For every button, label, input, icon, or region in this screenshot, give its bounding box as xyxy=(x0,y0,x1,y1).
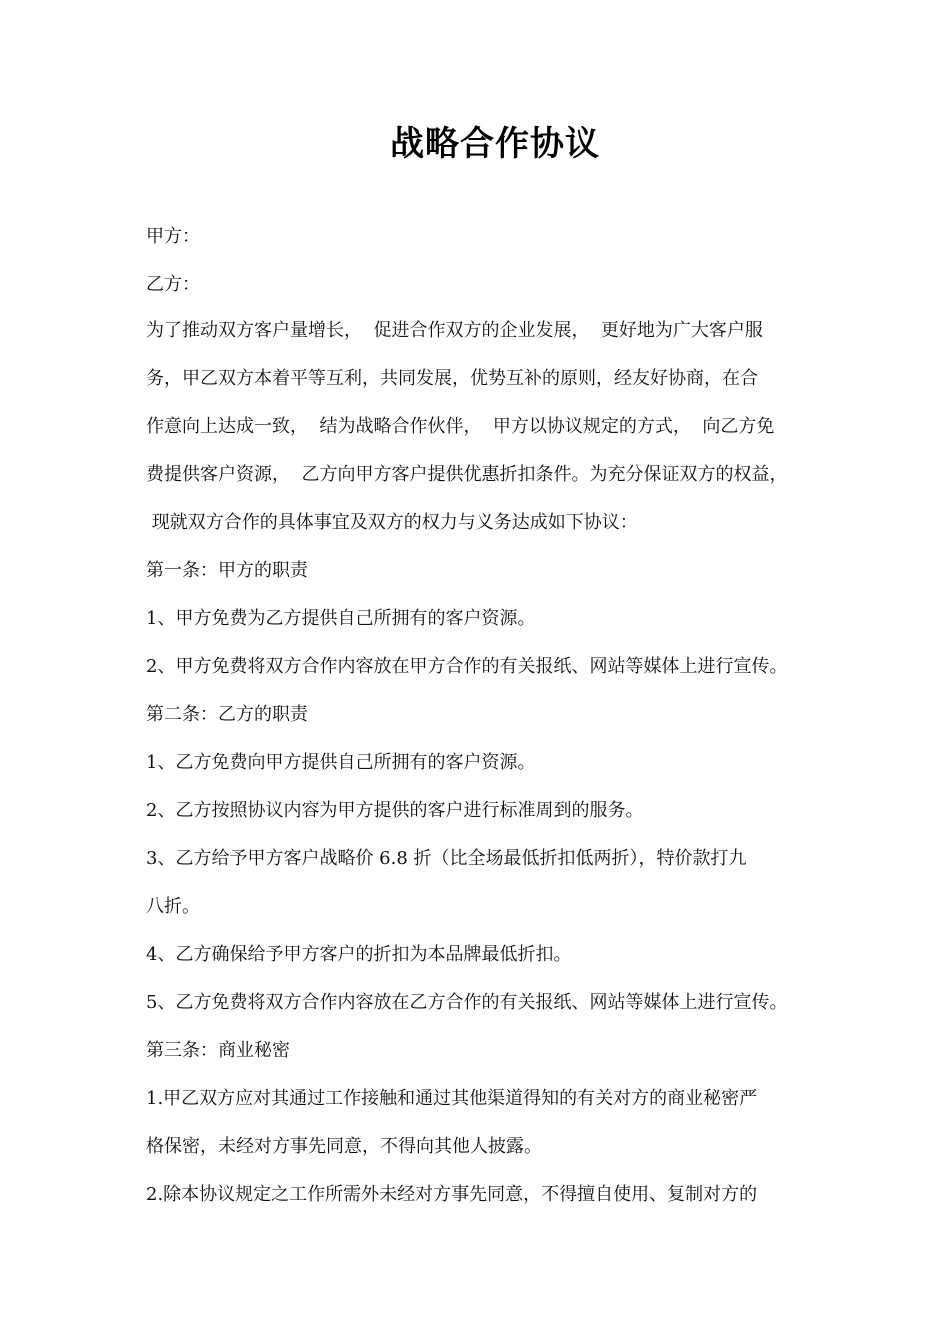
article2-item: 2、乙方按照协议内容为甲方提供的客户进行标准周到的服务。 xyxy=(146,800,644,821)
preamble-line: 务，甲乙双方本着平等互利，共同发展，优势互补的原则，经友好协商，在合 xyxy=(146,368,758,389)
article2-item: 4、乙方确保给予甲方客户的折扣为本品牌最低折扣。 xyxy=(146,944,572,965)
preamble-line: 作意向上达成一致， 结为战略合作伙伴， 甲方以协议规定的方式， 向乙方免 xyxy=(146,416,775,437)
preamble-line: 费提供客户资源， 乙方向甲方客户提供优惠折扣条件。为充分保证双方的权益， xyxy=(146,464,788,485)
document-title: 战略合作协议 xyxy=(390,124,600,164)
article2-item: 3、乙方给予甲方客户战略价 6.8 折（比全场最低折扣低两折），特价款打九 xyxy=(146,848,747,869)
article1-item: 1、甲方免费为乙方提供自己所拥有的客户资源。 xyxy=(146,608,536,629)
article1-heading: 第一条：甲方的职责 xyxy=(146,560,308,581)
article2-heading: 第二条：乙方的职责 xyxy=(146,704,308,725)
article1-item: 2、甲方免费将双方合作内容放在甲方合作的有关报纸、网站等媒体上进行宣传。 xyxy=(146,656,788,677)
article3-item: 1.甲乙双方应对其通过工作接触和通过其他渠道得知的有关对方的商业秘密严 xyxy=(146,1088,758,1109)
article2-item: 1、乙方免费向甲方提供自己所拥有的客户资源。 xyxy=(146,752,536,773)
article2-item: 八折。 xyxy=(146,896,200,917)
preamble-line: 为了推动双方客户量增长， 促进合作双方的企业发展， 更好地为广大客户服 xyxy=(146,320,763,341)
article3-item: 格保密，未经对方事先同意，不得向其他人披露。 xyxy=(146,1136,542,1157)
article3-item: 2.除本协议规定之工作所需外未经对方事先同意，不得擅自使用、复制对方的 xyxy=(146,1184,758,1205)
article2-item: 5、乙方免费将双方合作内容放在乙方合作的有关报纸、网站等媒体上进行宣传。 xyxy=(146,992,788,1013)
party-a-label: 甲方： xyxy=(146,226,200,247)
party-b-label: 乙方： xyxy=(146,274,200,295)
preamble-line: 现就双方合作的具体事宜及双方的权力与义务达成如下协议： xyxy=(146,512,638,533)
article3-heading: 第三条：商业秘密 xyxy=(146,1040,290,1061)
